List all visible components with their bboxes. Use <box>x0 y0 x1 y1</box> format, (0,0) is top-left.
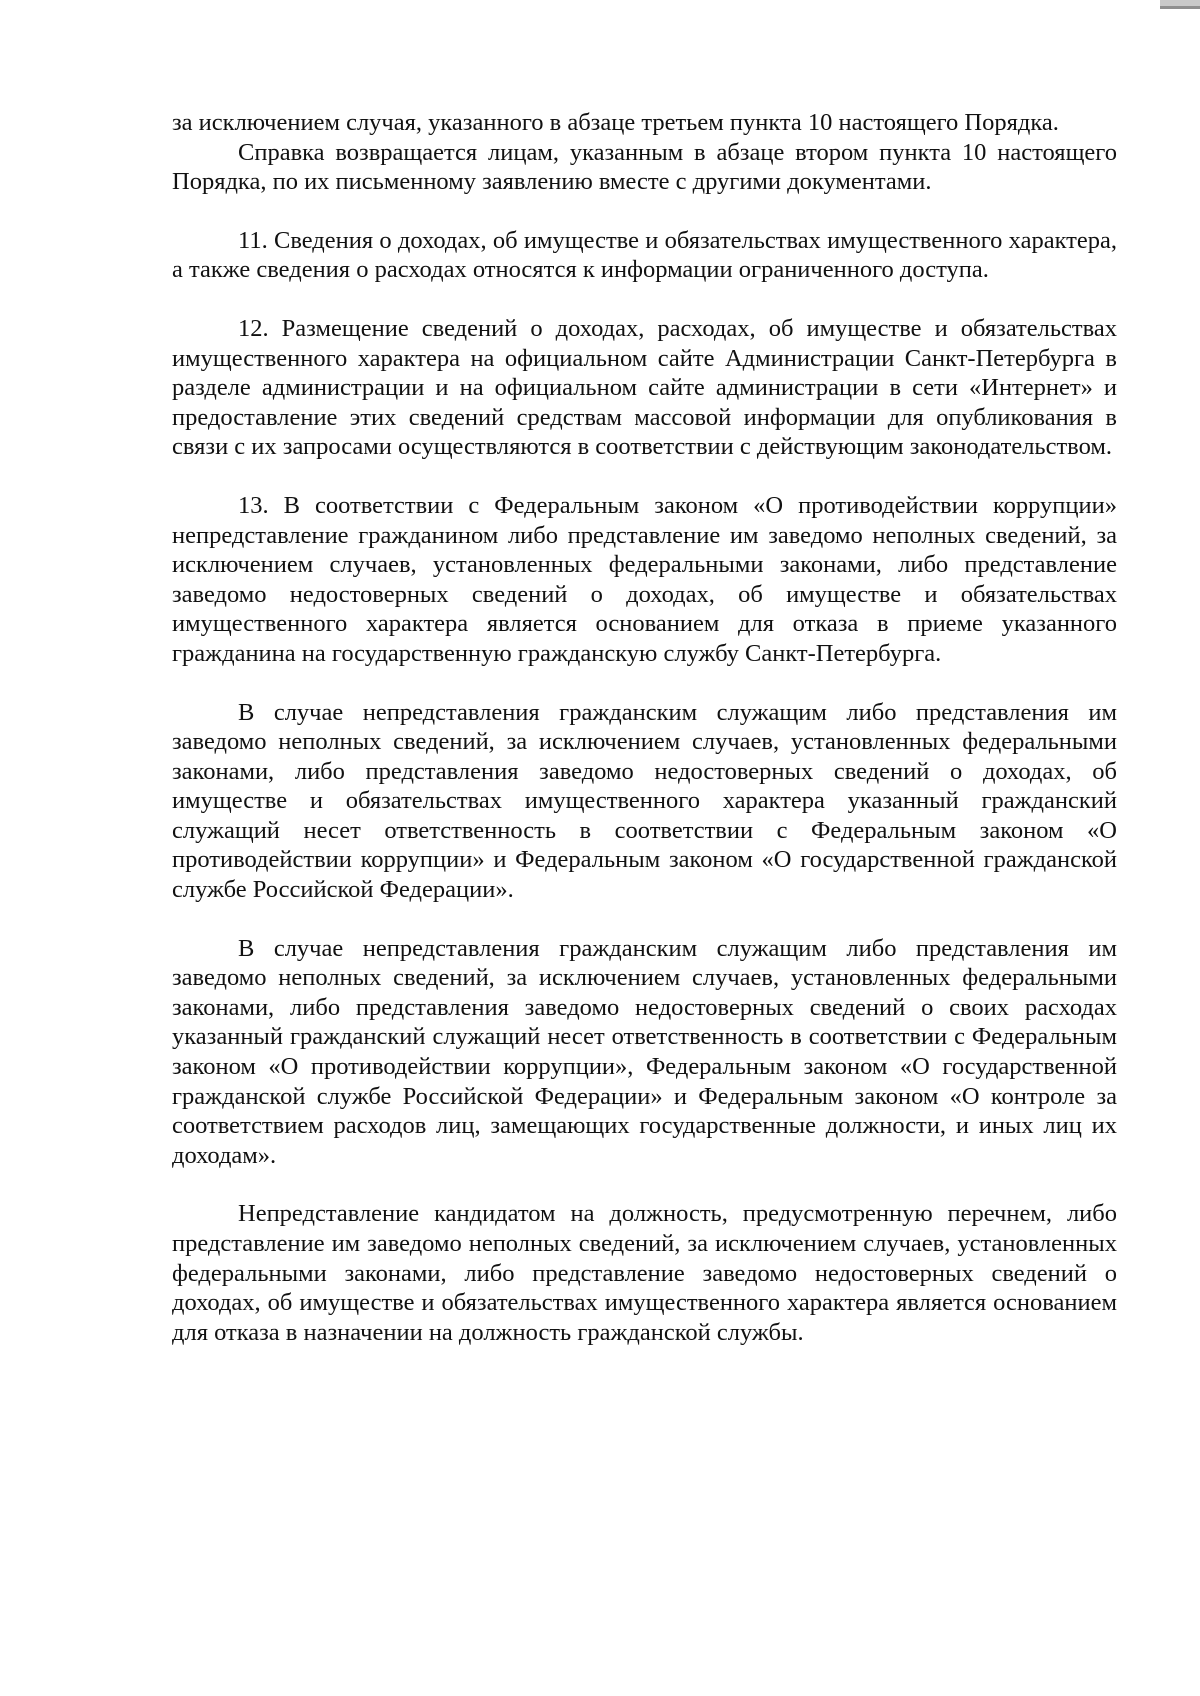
paragraph-continuation: за исключением случая, указанного в абзаце третьем пункта 10 настоящего Порядка. <box>172 109 1059 136</box>
paragraph-liability-income: В случае непредставления гражданским служащим либо представления им заведомо неполных сведений, за исключением случаев, установленных федеральными законами, либо представления заведомо недостоверных сведений о доходах, об имуществе и обязательствах имущественного характера указанный гражданский служащий несет ответственность в соответствии с Федеральным законом «О противодействии коррупции» и Федеральным законом «О государственной гражданской службе Российской Федерации». <box>172 698 1117 904</box>
document-body <box>172 108 1117 1347</box>
paragraph-certificate-return: Справка возвращается лицам, указанным в абзаце втором пункта 10 настоящего Порядка, по их письменному заявлению вместе с другими документами. <box>172 138 1117 196</box>
paragraph-liability-expenses: В случае непредставления гражданским служащим либо представления им заведомо неполных сведений, за исключением случаев, установленных федеральными законами, либо представления заведомо недостоверных сведений о своих расходах указанный гражданский служащий несет ответственность в соответствии с Федеральным законом «О противодействии коррупции», Федеральным законом «О государственной гражданской службе Российской Федерации» и Федеральным законом «О контроле за соответствием расходов лиц, замещающих государственные должности, и иных лиц их доходам». <box>172 934 1117 1169</box>
scan-edge-line <box>1160 6 1200 9</box>
paragraph-item-12: 12. Размещение сведений о доходах, расходах, об имуществе и обязательствах имущественного характера на официальном сайте Администрации Санкт-Петербурга в разделе администрации и на официальном сайте администрации в сети «Интернет» и предоставление этих сведений средствам массовой информации для опубликования в связи с их запросами осуществляются в соответствии с действующим законодательством. <box>172 314 1117 461</box>
paragraph-item-11: 11. Сведения о доходах, об имуществе и обязательствах имущественного характера, а также сведения о расходах относятся к информации ограниченного доступа. <box>172 226 1117 284</box>
paragraph-candidate-refusal: Непредставление кандидатом на должность, предусмотренную перечнем, либо представление им заведомо неполных сведений, за исключением случаев, установленных федеральными законами, либо представление заведомо недостоверных сведений о доходах, об имуществе и обязательствах имущественного характера является основанием для отказа в назначении на должность гражданской службы. <box>172 1200 1117 1346</box>
paragraph-item-13: 13. В соответствии с Федеральным законом «О противодействии коррупции» непредставление гражданином либо представление им заведомо неполных сведений, за исключением случаев, установленных федеральными законами, либо представление заведомо недостоверных сведений о доходах, об имуществе и обязательствах имущественного характера является основанием для отказа в приеме указанного гражданина на государственную гражданскую службу Санкт-Петербурга. <box>172 491 1117 667</box>
